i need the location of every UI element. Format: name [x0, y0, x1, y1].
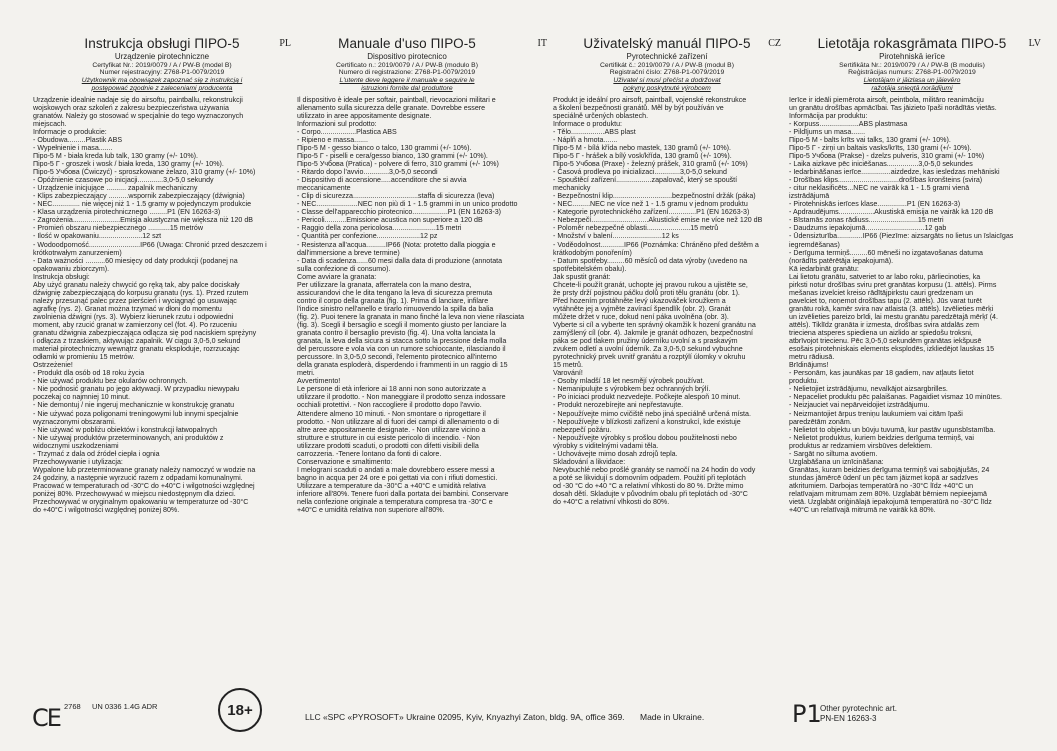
- text-line: spotřebitelském obalu).: [553, 264, 627, 273]
- text-line: prodotto. - Non utilizzare al di fuori dei campi di allenamento o di: [297, 417, 499, 426]
- language-code: LV: [1028, 38, 1041, 49]
- text-line: utilizzato in aree appositamente designate.: [297, 111, 432, 120]
- text-line: (fig. 2). Puoi tenere la granata in mano finché la leva non viene rilasciata: [297, 312, 525, 321]
- text-line: - Klasa urządzenia pirotechnicznego .........P1 (EN 16263-3): [33, 208, 221, 217]
- notified-body-number: 2768: [64, 702, 81, 711]
- text-line: meccanicamente: [297, 184, 351, 193]
- text-line: nebezpečí požáru.: [553, 425, 612, 434]
- text-line: Kā iedarbināt granātu:: [789, 264, 859, 273]
- text-line: widocznymi uszkodzeniami: [33, 441, 119, 450]
- text-line: dźwignię zabezpieczającą do korpusu granatu (rys. 1). Przed rzutem: [33, 288, 249, 297]
- text-line: Instrukcja obsługi:: [33, 272, 90, 281]
- text-line: páka se pod tlakem pružiny úderníku uvolní a s praskavým: [553, 337, 738, 346]
- text-line: - Data di scadenza......60 mesi dalla data di produzione (annotata: [297, 256, 503, 265]
- text-line: - Quantità per confezione......................12 pz: [297, 232, 438, 241]
- text-line: miejscach.: [33, 119, 67, 128]
- text-line: - Apdraudējums..................Akustiskā emisija ne vairāk kā 120 dB: [789, 208, 994, 217]
- text-line: i odłącza z trzaskiem, aktywując zapalnik. W ciągu 3,0-5,0 sekund: [33, 337, 241, 346]
- text-line: speciálně určených oblastech.: [553, 111, 649, 120]
- user-note-line-2: ražotāja sniegtā norādījumi: [871, 84, 953, 92]
- manual-subtitle: Urządzenie pirotechniczne: [114, 52, 210, 61]
- text-line: wyznaczonymi obszarami.: [33, 417, 116, 426]
- text-line: Uzglabāšana un iznīcināšana:: [789, 457, 884, 466]
- text-line: - Raggio della zona pericolosa......................15 metri: [297, 224, 462, 233]
- text-line: Informācija par produktu:: [789, 111, 868, 120]
- text-line: - Nie używać produktu bez okularów ochronnych.: [33, 377, 188, 386]
- text-line: Піро-5 Г - groszek i wosk / biała kreda, 130 gramy (+/- 10%).: [33, 160, 224, 169]
- text-line: inferiore all'80%. Tenere fuori dalla portata dei bambini. Conservare: [297, 489, 509, 498]
- text-line: zamýšlený cíl (obr. 4). Jakmile je granát odhozen, bezpečnostní: [553, 329, 753, 338]
- text-line: Informazioni sul prodotto:: [297, 119, 377, 128]
- un-code: UN 0336 1.4G ADR: [92, 702, 158, 711]
- text-line: Піро-5 Учбова (Prakse) - dzelzs pulveris, 310 grami (+/- 10%): [789, 152, 985, 161]
- text-line: - Nepoužívejte výrobky s prošlou dobou použitelnosti nebo: [553, 433, 737, 442]
- text-line: (fig. 3). Scegli il bersaglio e scegli il momento giusto per lanciare la: [297, 321, 507, 329]
- text-line: trieciena atsperes spiediena un aizlido ar spiedošu troksni,: [789, 329, 973, 338]
- text-line: l'indice sinistro nell'anello e tirarlo rimuovendo la spilla da balia: [297, 304, 494, 313]
- manual-subtitle: Pyrotechnické zařízení: [626, 52, 708, 61]
- text-line: krótkotrwałym zanurzeniem): [33, 248, 122, 257]
- text-line: - citur neklasificēts...NEC ne vairāk kā 1 - 1.5 grami vienā: [789, 184, 970, 193]
- text-line: odłamki w promieniu 15 metrów.: [33, 353, 135, 362]
- text-line: - Nie używać w pobliżu obiektów i konstrukcji łatwopalnych: [33, 425, 218, 434]
- text-line: Před hozením protáhněte levý ukazováček kroužkem a: [553, 296, 726, 305]
- text-line: - Nepaceliet produktu pēc palaišanas. Pagaidiet vismaz 10 minūtes.: [789, 393, 1002, 402]
- body-text: [297, 95, 525, 515]
- text-line: - Drošības klips...............................drošības kronšteins (svira): [789, 176, 983, 185]
- text-line: del percussore e vola via con un rumore schioccante, rilasciando il: [297, 345, 506, 354]
- text-line: Utilizzare a temperature da -30°C a +40°C e umidità relativa: [297, 481, 486, 490]
- text-line: - NEC.............. nie więcej niż 1 - 1.5 gramy w pojedynczym produkcie: [33, 200, 252, 209]
- text-line: - Opóźnienie czasowe po inicjacji.............3,0-5,0 sekundy: [33, 176, 214, 185]
- text-line: dall'immersione a breve termine): [297, 248, 400, 257]
- text-line: - Pirotehniskās ierīces klase...............P1 (EN 16263-3): [789, 200, 961, 209]
- text-line: Skladování a likvidace:: [553, 457, 626, 466]
- text-line: 24 godziny, a następnie wyrzucić razem z odpadami komunalnymi.: [33, 473, 243, 482]
- text-line: stundas jāmērcē ūdenī un pēc tam jāizmet kopā ar sadzīves: [789, 473, 978, 482]
- text-line: granatów. Należy go stosować w specjalnie do tego wyznaczonych: [33, 111, 244, 120]
- text-line: Піро-5 Учбова (Praxe) - železný prášek, 310 gramů (+/- 10%): [553, 160, 748, 169]
- manual-subtitle: Dispositivo pirotecnico: [367, 52, 447, 61]
- text-line: materiał pirotechniczny wewnątrz granatu eksploduje, rozrzucając: [33, 345, 240, 354]
- user-note-line-2: postępować zgodnie z zaleceniami producenta: [91, 84, 233, 92]
- text-line: - Pericoli...........Emissione acustica non superiore a 120 dB: [297, 216, 483, 225]
- registration-number: Numero di registrazione: Z768-P1-0079/2019: [338, 69, 476, 77]
- text-line: - Spouštěcí zařízení..................zapalovač, který se spouští: [553, 176, 738, 185]
- text-line: metru rādiusā.: [789, 353, 835, 362]
- text-line: Піро-5 Учбова (Ćwiczyć) - sproszkowane żelazo, 310 gramy (+/- 10%): [33, 168, 256, 177]
- text-line: granata contro il bersaglio previsto (fig. 4). Una volta lanciata la: [297, 329, 496, 338]
- text-line: - Neizjauciet vai nepārveidojiet izstrādājumu.: [789, 401, 930, 410]
- text-line: izstrādājumā: [789, 192, 830, 201]
- text-line: - Wodoodporność..........................IP66 (Uwaga: Chronić przed deszczem i: [33, 240, 267, 249]
- text-line: - Uchovávejte mimo dosah zdrojů tepla.: [553, 449, 678, 458]
- text-line: krátkodobým ponořením): [553, 248, 632, 257]
- manual-title: Uživatelský manuál ПІРО-5: [583, 36, 751, 51]
- text-line: utilizzare il prodotto. - Non maneggiare il prodotto senza indossare: [297, 393, 506, 402]
- text-line: - Wypełnienie i masa.......: [33, 143, 113, 152]
- text-line: Nevybuchlé nebo prošlé granáty se namočí na 24 hodin do vody: [553, 465, 756, 474]
- text-line: - Klips zabezpieczający ..........wspornik zabezpieczający (dźwignia): [33, 192, 245, 201]
- p1-class-mark: P1: [792, 700, 822, 728]
- text-line: Urządzenie idealnie nadaje się do airsoftu, paintballu, rekonstrukcji: [33, 95, 243, 104]
- text-line: carrozzeria. -Tenere lontano da fonti di calore.: [297, 449, 442, 458]
- text-line: contro il corpo della granata (fig. 1). Prima di lanciare, infilare: [297, 296, 489, 305]
- text-line: - Bezpečnostní klip..............................bezpečnostní držák (páka): [553, 192, 756, 201]
- text-line: můžete držet v ruce, dokud není páka uvolněna (obr. 3).: [553, 312, 729, 321]
- text-line: Vyberte si cíl a vyberte ten správný okamžik k hození granátu na: [553, 321, 756, 329]
- text-line: - NEC.........NEC ne více než 1 - 1.5 gramu v jednom produktu: [553, 200, 748, 209]
- text-line: - NEC.....................NEC non più di 1 - 1.5 grammi in un unico prodotto: [297, 200, 518, 209]
- text-line: - Nelietot to objektu un būvju tuvumā, kur pastāv ugunsbīstamība.: [789, 425, 996, 434]
- manual-title: Manuale d'uso ПІРО-5: [338, 36, 476, 51]
- text-line: Attendere almeno 10 minuti. - Non smontare o riprogettare il: [297, 409, 486, 418]
- text-line: a školení bezpečnosti granátů. Měl by být používán ve: [553, 103, 724, 112]
- certificate-number: Sertifikāta Nr.: 2019/0079 / A / PW-B (B modulis): [839, 61, 985, 69]
- made-in: Made in Ukraine.: [640, 712, 705, 722]
- user-note-line-1: Uživatel si musí přečíst a dodržovat: [613, 77, 721, 85]
- text-line: esošais pirotehniskais elements eksplodēs, izkliedējot lauskas 15: [789, 345, 995, 354]
- text-line: - Datum spotřeby.........60 měsíců od data výroby (uvedeno na: [553, 256, 748, 265]
- text-line: - Derīguma termiņš.........60 mēneši no izgatavošanas datuma: [789, 248, 983, 257]
- text-line: - Náplň a hmota.......: [553, 135, 618, 144]
- text-line: - Nebezpečí.............................Akustické emise ne více než 120 dB: [553, 216, 763, 225]
- text-line: - Ritardo dopo l'avvio.............3,0-5,0 secondi: [297, 168, 438, 177]
- text-line: - Nelietojiet izstrādājumu, nevalkājot aizsargbrilles.: [789, 385, 948, 394]
- language-code: CZ: [768, 38, 781, 49]
- text-line: iegremdēšanas): [789, 240, 840, 249]
- text-line: moment, aby rzucić granat w zamierzony cel (fot. 4). Po rzuceniu: [33, 321, 237, 329]
- text-line: Ierīce ir ideāli piemērota airsoft, peintbola, militāro reanimāciju: [789, 95, 984, 104]
- text-line: Ostrzeżenie!: [33, 361, 73, 370]
- text-line: Піро-5 М - gesso bianco o talco, 130 grammi (+/- 10%).: [297, 143, 472, 152]
- registration-number: Numer rejestracyjny: Z768-P1-0079/2019: [99, 69, 225, 77]
- text-line: - Nie demontuj / nie ingeruj mechanicznie w konstrukcję granatu: [33, 401, 235, 410]
- text-line: - Laika aizkave pēc iniciēšanas................3,0-5,0 sekundes: [789, 160, 973, 169]
- text-line: altre aree appositamente designate. - Non utilizzare vicino a: [297, 425, 486, 434]
- text-line: Il dispositivo è ideale per softair, paintball, rievocazioni militari e: [297, 95, 496, 104]
- text-line: - Clip di sicurezza.................................staffa di sicurezza (leva): [297, 192, 495, 201]
- certificate-number: Certifikát č.: 2019/0079 / A / PW-B (modul B): [600, 61, 734, 69]
- text-line: vietā. Uzglabāt oriģinālajā iepakojumā temperatūrā no -30°C līdz: [789, 498, 992, 507]
- text-line: pavelciet to, noņemot drošības tapu (2. attēls). Jūs varat turēt: [789, 296, 982, 305]
- language-code: IT: [537, 38, 547, 49]
- footer: [0, 700, 1057, 751]
- text-line: - Tělo.................ABS plast: [553, 127, 636, 136]
- text-line: wojskowych oraz szkoleń z zakresu bezpieczeństwa używania: [33, 103, 229, 112]
- column-czech: [553, 36, 781, 696]
- text-line: - Obudowa.........Plastik ABS: [33, 135, 123, 144]
- text-line: attēls). Tiklīdz granāta ir izmesta, drošības svira atdalās zem: [789, 321, 980, 329]
- manual-title: Instrukcja obsługi ПІРО-5: [84, 36, 240, 51]
- text-line: - Voděodolnost............IP66 (Poznámka: Chráněno před deštěm a: [553, 240, 759, 249]
- text-line: - Trzymać z dala od źródeł ciepła i ognia: [33, 449, 160, 458]
- text-line: - Korpuss....................ABS plastmasa: [789, 119, 908, 128]
- text-line: Przechowywać w oryginalnym opakowaniu w temperaturze od -30°C: [33, 498, 249, 507]
- text-line: Avvertimento!: [297, 377, 341, 386]
- body-text: [33, 96, 291, 514]
- column-header: [297, 36, 547, 93]
- certificate-number: Certyfikat Nr.: 2019/0079 / A / PW-B (model B): [92, 61, 232, 69]
- text-line: allenamento sulla sicurezza delle granate. Dovrebbe essere: [297, 103, 486, 112]
- text-line: - Daudzums iepakojumā..............................12 gab: [789, 224, 947, 233]
- text-line: nella confezione originale a temperatura compresa tra -30°C e: [297, 498, 493, 507]
- text-line: zwolnienia dźwigni (rys. 3). Wybierz kierunek rzutu i odpowiedni: [33, 312, 234, 321]
- text-line: 15 metrů.: [553, 361, 583, 370]
- text-line: bagno in acqua per 24 ore e poi gettati via con i rifiuti domestici.: [297, 473, 498, 482]
- text-line: - Po iniciaci produkt nezvedejte. Počkejte alespoň 10 minut.: [553, 393, 741, 402]
- text-line: Піро-5 Учбова (Pratica) - polvere di ferro, 310 grammi (+/- 10%): [297, 160, 499, 169]
- text-line: atkritumiem. Darbojas temperatūrā no -30°C līdz +40°C un: [789, 481, 974, 490]
- text-line: Come avviare la granata:: [297, 272, 377, 281]
- text-line: produktus ar redzamiem virsbūves defektiem.: [789, 441, 933, 450]
- text-line: Przechowywanie i utylizacja:: [33, 457, 123, 466]
- text-line: - Kategorie pyrotechnického zařízení..............P1 (EN 16263-3): [553, 208, 750, 217]
- text-line: - Množství v balení.........................12 ks: [553, 232, 679, 241]
- text-line: - Neizmantojiet ārpus treniņu laukumiem vai citām īpaši: [789, 409, 963, 418]
- text-line: opakowaniu zbiorczym).: [33, 264, 110, 273]
- text-line: - Resistenza all'acqua..........IP66 (Nota: protetto dalla pioggia e: [297, 240, 496, 249]
- ce-mark: CE: [32, 704, 60, 732]
- text-line: - Nelietot produktus, kuriem beidzies derīguma termiņš, vai: [789, 433, 974, 442]
- text-line: - Produkt nerozebírejte ani nepřestavujte.: [553, 401, 684, 410]
- text-line: granātu rokā, kamēr svira nav atlaista (3. attēls). Izvēlieties mērķi: [789, 304, 994, 313]
- text-line: +40°C e umidità relativa non superiore all'80%.: [297, 506, 445, 515]
- user-note-line-2: istruzioni fornite dal produttore: [361, 84, 453, 92]
- column-header: [553, 36, 781, 93]
- text-line: - Nie używaj produktów przeterminowanych, ani produktów z: [33, 433, 224, 442]
- user-note-line-1: L'utente deve leggere il manuale e seguire le: [339, 77, 475, 85]
- text-line: agrafkę (rys. 2). Granat można trzymać w dłoni do momentu: [33, 304, 222, 313]
- text-line: - Zagrożenia........................Emisja akustyczna nie większa niż 120 dB: [33, 216, 253, 225]
- certificate-number: Certificato n.: 2019/0079 / A / PW-B (modulo B): [336, 61, 478, 69]
- text-line: un izvēlieties pareizo brīdi, lai mestu granātu paredzētajā mērķī (4.: [789, 312, 998, 321]
- text-line: należy przesunąć palec przez pierścień i wyciągnąć go usuwając: [33, 296, 237, 305]
- text-line: Brīdinājums!: [789, 361, 829, 370]
- text-line: Produkt je ideální pro airsoft, paintball, vojenské rekonstrukce: [553, 95, 747, 104]
- text-line: - Personām, kas jaunākas par 18 gadiem, nav atļauts lietot: [789, 369, 974, 378]
- text-line: od -30 °C do +40 °C a relativní vlhkosti do 80 %. Držte mimo: [553, 481, 744, 490]
- text-line: - Dispositivo di accensione.....accenditore che si avvia: [297, 176, 467, 185]
- text-line: - Data ważności ..........60 miesięcy od daty produkcji (podanej na: [33, 256, 238, 265]
- text-line: Per utilizzare la granata, afferratela con la mano destra,: [297, 280, 472, 289]
- text-line: - Osoby mladší 18 let nesmějí výrobek používat.: [553, 377, 705, 386]
- user-note-line-2: pokyny poskytnuté výrobcem: [623, 84, 711, 92]
- text-line: - Bīstamās zonas rādiuss.........................15 metri: [789, 216, 944, 225]
- text-line: I melograni scaduti o andati a male dovrebbero essere messi a: [297, 465, 495, 474]
- text-line: percussore. In 3,0-5,0 secondi, l'elemento pirotecnico all'interno: [297, 353, 497, 362]
- column-polish: [33, 36, 291, 696]
- text-line: - Ripieno e massa.......: [297, 135, 368, 144]
- age-restriction-badge: 18+: [218, 688, 262, 732]
- text-line: - Poloměr nebezpečné oblasti......................15 metrů: [553, 224, 719, 233]
- text-line: poczekaj co najmniej 10 minut.: [33, 393, 130, 402]
- text-line: - Classe dell'apparecchio pirotecnico..................P1 (EN 16263-3): [297, 208, 502, 217]
- text-line: sulla confezione di consumo).: [297, 264, 391, 273]
- text-line: poniżej 80%. Przechowywać w miejscu niedostępnym dla dzieci.: [33, 489, 236, 498]
- text-line: výrobky s viditelnými vadami těla.: [553, 441, 659, 450]
- language-code: PL: [279, 38, 291, 49]
- text-line: Піро-5 М - bílá křída nebo mastek, 130 gramů (+/- 10%).: [553, 143, 731, 152]
- text-line: pyrotechnický prvek uvnitř granátu a rozptýlí úlomky v okruhu: [553, 353, 746, 362]
- text-line: Informace o produktu:: [553, 119, 623, 128]
- text-line: produktu.: [789, 377, 819, 386]
- text-line: zvukem odletí a uvolní úderník. Za 3,0-5,0 sekund vybuchne: [553, 345, 743, 354]
- column-latvian: [789, 36, 1041, 696]
- text-line: že prsty drží pojistnou páčku dolů proti tělu granátu (obr. 1).: [553, 288, 740, 297]
- text-line: Піро-5 Г - piselli e cera/gesso bianco, 130 grammi (+/- 10%).: [297, 152, 488, 161]
- text-line: Піро-5 Г - hrášek a bílý vosk/křída, 130 gramů (+/- 10%).: [553, 152, 732, 161]
- text-line: dosah dětí. Skladujte v původním obalu při teplotách od -30°C: [553, 489, 748, 498]
- text-line: - Časová prodleva po inicializaci.............3,0-5,0 sekund: [553, 168, 727, 177]
- text-line: paredzētām zonām.: [789, 417, 852, 426]
- text-line: Informacje o produkcie:: [33, 127, 107, 136]
- registration-number: Registrační číslo: Z768-P1-0079/2019: [609, 69, 725, 77]
- text-line: della granata esploderà, disperdendo i frammenti in un raggio di 15: [297, 361, 508, 370]
- text-line: a poté se likvidují s domovním odpadem. Použití při teplotách: [553, 473, 746, 482]
- text-line: - Sargāt no siltuma avotiem.: [789, 449, 878, 458]
- text-line: Pracować w temperaturach od -30°C do +40°C i wilgotności względnej: [33, 481, 255, 490]
- text-line: pirksti notur drošības sviru pret granātas korpusu (1. attēls). Pirms: [789, 280, 997, 289]
- text-line: - Ūdensizturība.............IP66 (Piezīme: aizsargāts no lietus un īslaicīgas: [789, 232, 1014, 241]
- text-line: Conservazione e smaltimento:: [297, 457, 393, 466]
- text-line: do +40°C a relativní vlhkosti do 80%.: [553, 498, 670, 507]
- p1-standard-line: PN-EN 16263-3: [820, 713, 877, 723]
- text-line: mešanas izvelciet kreiso rādītājpirkstu cauri gredzenam un: [789, 288, 974, 297]
- text-line: - Nepoužívejte v blízkosti zařízení a konstrukcí, kde existuje: [553, 417, 741, 426]
- registration-number: Reģistrācijas numurs: Z768-P1-0079/2019: [848, 69, 976, 77]
- text-line: relatīvajam mitrumam zem 80%. Uzglabāt bērniem nepieejamā: [789, 489, 987, 498]
- text-line: Wypalone lub przeterminowane granaty należy namoczyć w wodzie na: [33, 465, 256, 474]
- column-header: [33, 36, 291, 93]
- text-line: granata, la leva della sicura si stacca sotto la pressione della molla: [297, 337, 507, 346]
- text-line: utilizzare prodotti scaduti, o prodotti con difetti visibili della: [297, 441, 479, 450]
- text-line: mechanicky: [553, 184, 591, 193]
- text-line: occhiali protettivi. - Non raccogliere il prodotto dopo l'avvio.: [297, 401, 482, 410]
- text-line: - Produkt dla osób od 18 roku życia: [33, 369, 145, 378]
- user-note-line-1: Użytkownik ma obowiązek zapoznać się z instrukcją i: [81, 77, 243, 85]
- column-header: [789, 36, 1041, 93]
- text-line: vytáhněte jej a vyjměte zavírací špendlík (obr. 2). Granát: [553, 304, 731, 313]
- text-line: - Nemanipulujte s výrobkem bez ochranných brýlí.: [553, 385, 711, 394]
- text-line: - Promień obszaru niebezpiecznego ...........15 metrów: [33, 224, 203, 233]
- text-line: - Nie podnosić granatu po jego aktywacji. W przypadku niewypału: [33, 385, 240, 394]
- manual-title: Lietotāja rokasgrāmata ПІРО-5: [817, 36, 1007, 51]
- manufacturer-address: LLC «SPC «PYROSOFT» Ukraine 02095, Kyiv, Knyazhyi Zaton, bldg. 9A, office 369.: [305, 712, 625, 722]
- text-line: Jak spustit granát:: [553, 272, 611, 281]
- text-line: Granātas, kuram beidzies derīguma termiņš vai sabojājušās, 24: [789, 465, 990, 474]
- text-line: assicurandovi che le dita tengano la leva di sicurezza premuta: [297, 288, 493, 297]
- body-text: [553, 96, 781, 506]
- text-line: granatu dźwignia zabezpieczająca odlącza się pod naciskiem sprężyny: [33, 329, 257, 338]
- text-line: do +40°C i wilgotności względnej poniżej 80%.: [33, 506, 180, 515]
- text-line: atbrīvojot triecienu. Pēc 3,0-5,0 sekundēm granātas iekšpusē: [789, 337, 982, 346]
- text-line: - Nie używać poza poligonami treningowymi lub innymi specjalnie: [33, 409, 239, 418]
- text-line: Піро-5 Г - zirņi un baltais vasks/krīts, 130 grami (+/- 10%).: [789, 143, 972, 152]
- p1-class-line: Other pyrotechnic art.: [820, 704, 897, 713]
- text-line: Varování!: [553, 369, 583, 378]
- text-line: Піро-5 М - balts krīts vai talks, 130 grami (+/- 10%).: [789, 135, 951, 144]
- text-line: - Iedarbināšanas ierīce...............aizdedze, kas iesledzas mehāniski: [789, 168, 1000, 177]
- text-line: Aby użyć granatu należy chwycić go ręką tak, aby palce dociskały: [33, 280, 240, 289]
- user-note-line-1: Lietotājam ir jāizlasa un jāievēro: [863, 77, 961, 85]
- body-text: [789, 96, 1035, 514]
- text-line: metri.: [297, 369, 315, 378]
- text-line: Le persone di età inferiore ai 18 anni non sono autorizzate a: [297, 385, 486, 394]
- text-line: un granātu drošības apmācībai. Tas jāizieto īpaši norādītās vietās.: [789, 103, 997, 112]
- text-line: Chcete-li použít granát, uchopte jej pravou rukou a ujistěte se,: [553, 280, 748, 289]
- text-line: - Ilość w opakowaniu......................12 szt: [33, 232, 162, 241]
- text-line: strutture e strutture in cui esiste pericolo di incendio. - Non: [297, 433, 480, 442]
- text-line: +40°C un relatīvajā mitrumā ne vairāk kā 80%.: [789, 506, 936, 515]
- text-line: (norādīts patērētāja iepakojumā).: [789, 256, 894, 265]
- column-italian: [297, 36, 547, 696]
- text-line: - Pildījums un masa.......: [789, 127, 866, 136]
- text-line: Lai lietotu granātu, satveriet to ar labo roku, pārliecinoties, ka: [789, 272, 981, 281]
- text-line: - Nepoužívejte mimo cvičiště nebo jiná speciálně určená místa.: [553, 409, 751, 418]
- p1-class-text: [820, 704, 897, 723]
- text-line: - Urządzenie inicjujące .......... zapalnik mechaniczny: [33, 184, 198, 193]
- text-line: - Corpo..................Plastica ABS: [297, 127, 397, 136]
- manual-subtitle: Pirotehniskā ierīce: [879, 52, 945, 61]
- text-line: Піро-5 М - biała kreda lub talk, 130 gramy (+/- 10%).: [33, 152, 198, 161]
